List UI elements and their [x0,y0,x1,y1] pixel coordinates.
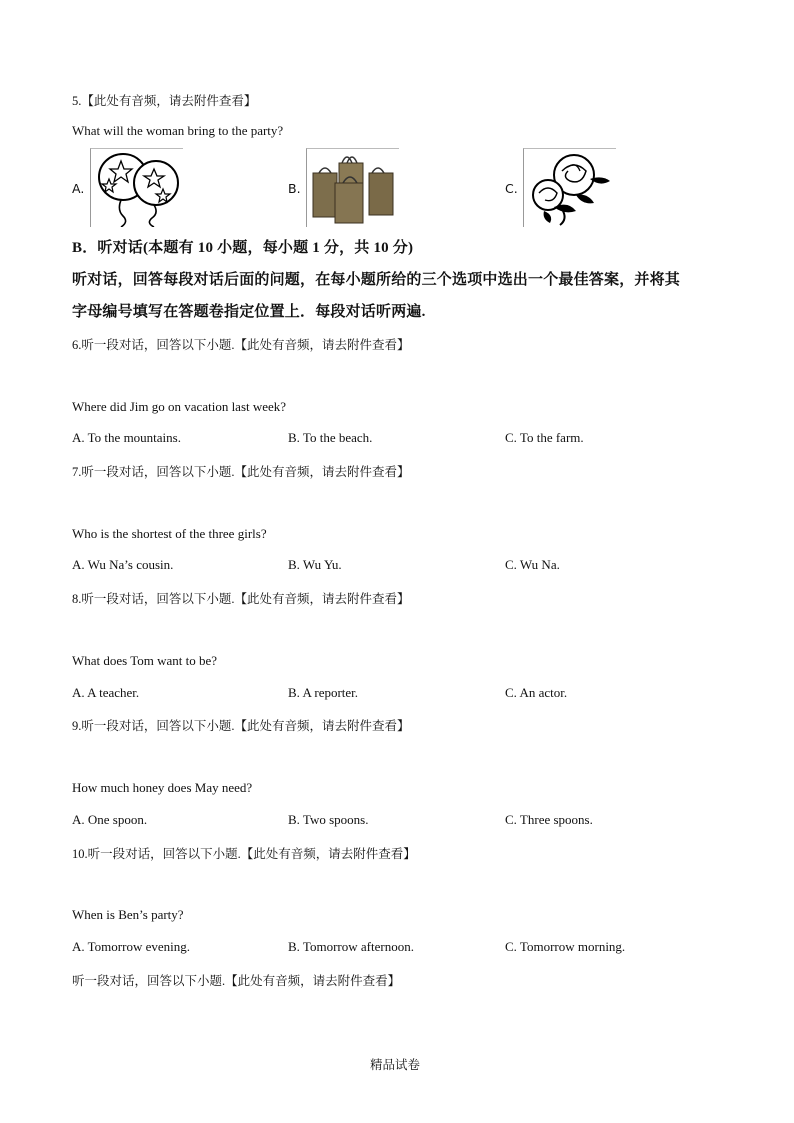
q8-option-b: B. A reporter. [288,685,359,700]
q6-option-c: C. To the farm. [505,430,584,445]
q7-option-a: A. Wu Na’s cousin. [72,557,174,572]
q8-option-c: C. An actor. [505,685,568,700]
q5-heading: 5.【此处有音频，请去附件查看】 [72,94,257,108]
q10-option-c: C. Tomorrow morning. [505,939,626,954]
q6-question: Where did Jim go on vacation last week? [72,399,287,414]
q7-question: Who is the shortest of the three girls? [72,526,267,541]
q5-question: What will the woman bring to the party? [72,123,284,138]
next-question-heading: 听一段对话，回答以下小题.【此处有音频，请去附件查看】 [72,974,401,988]
q10-option-a: A. Tomorrow evening. [72,939,190,954]
shopping-bags-icon [306,148,399,227]
q7-option-b: B. Wu Yu. [288,557,342,572]
section-b-title: B．听对话(本题有 10 小题，每小题 1 分，共 10 分) [72,240,414,256]
q5-option-b-letter: B. [288,181,301,196]
q6-option-b: B. To the beach. [288,430,373,445]
q9-option-c: C. Three spoons. [505,812,593,827]
q10-heading: 10.听一段对话，回答以下小题.【此处有音频，请去附件查看】 [72,847,416,861]
q9-option-b: B. Two spoons. [288,812,369,827]
roses-icon [523,148,616,227]
balloons-icon [90,148,183,227]
q9-question: How much honey does May need? [72,780,253,795]
q8-heading: 8.听一段对话，回答以下小题.【此处有音频，请去附件查看】 [72,592,410,606]
q10-question: When is Ben’s party? [72,907,184,922]
q7-option-c: C. Wu Na. [505,557,560,572]
q8-question: What does Tom want to be? [72,653,218,668]
q5-option-a-letter: A. [72,181,85,196]
q6-option-a: A. To the mountains. [72,430,181,445]
q7-heading: 7.听一段对话，回答以下小题.【此处有音频，请去附件查看】 [72,465,410,479]
section-b-instructions-line2: 字母编号填写在答题卷指定位置上．每段对话听两遍. [72,304,426,320]
q6-heading: 6.听一段对话，回答以下小题.【此处有音频，请去附件查看】 [72,338,410,352]
q9-option-a: A. One spoon. [72,812,148,827]
q8-option-a: A. A teacher. [72,685,140,700]
section-b-instructions-line1: 听对话，回答每段对话后面的问题，在每小题所给的三个选项中选出一个最佳答案，并将其 [72,272,681,288]
q10-option-b: B. Tomorrow afternoon. [288,939,414,954]
q9-heading: 9.听一段对话，回答以下小题.【此处有音频，请去附件查看】 [72,719,410,733]
q5-option-c-letter: C. [505,181,518,196]
page-footer: 精品试卷 [370,1058,421,1072]
